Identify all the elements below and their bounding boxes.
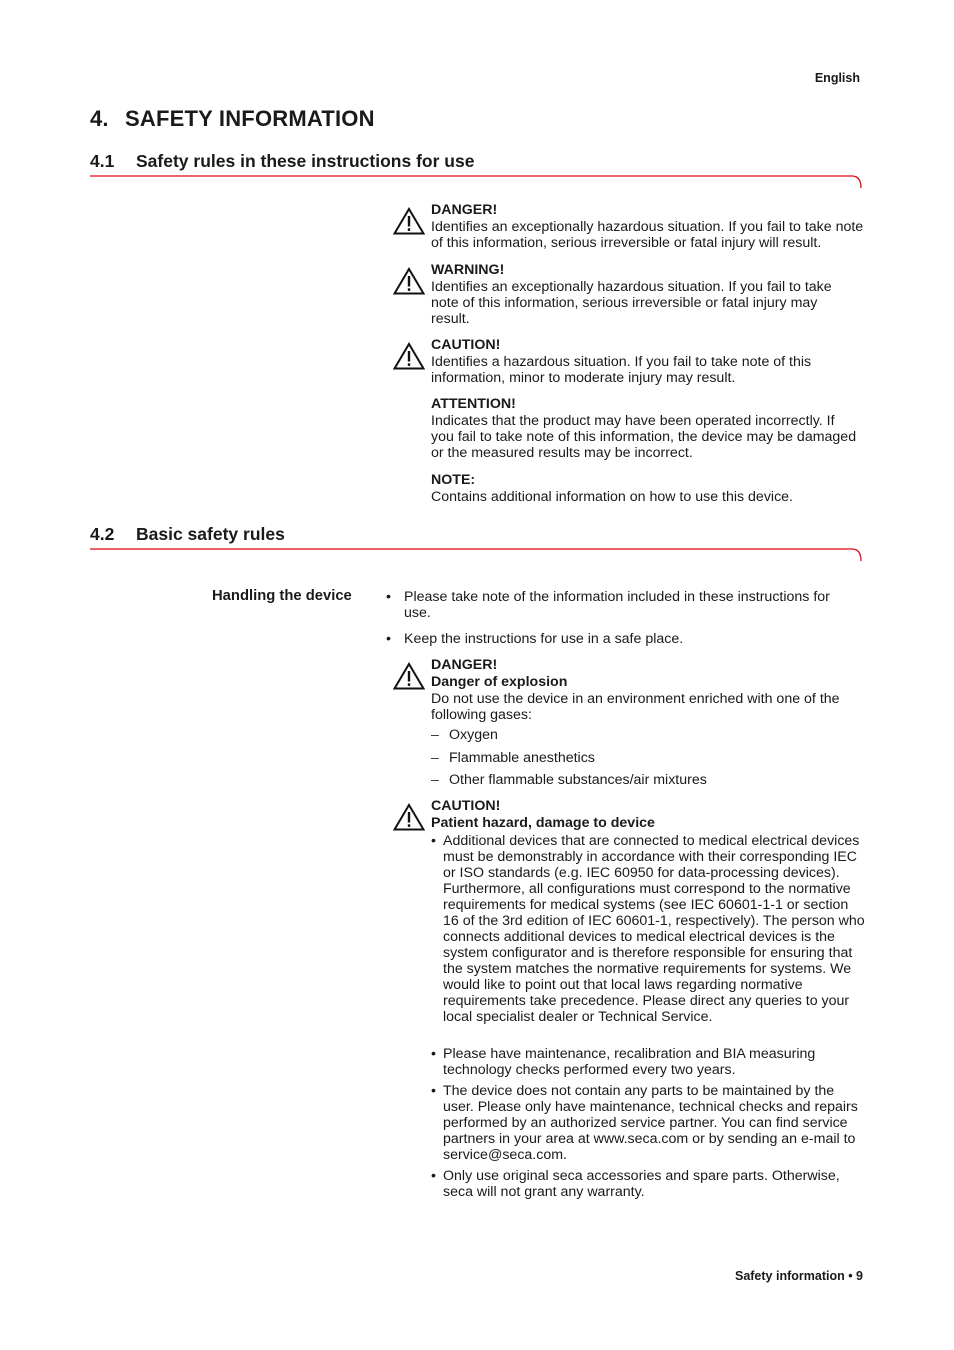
note-label: NOTE:: [431, 472, 476, 488]
attention-definition: [431, 396, 867, 461]
attention-label: ATTENTION!: [431, 396, 516, 412]
section-number: 4.1: [90, 151, 115, 171]
list-item: • The device does not contain any parts to be maintained by the user. Please only have maintenance, technical checks and repairs performed by an authorized service partner. You can find service partners in your area at www.seca.com or by sending an e-mail to service@seca.com.: [431, 1083, 858, 1163]
list-item: • Only use original seca accessories and spare parts. Otherwise, seca will not grant any warranty.: [431, 1168, 840, 1200]
title-text: SAFETY INFORMATION: [125, 106, 375, 131]
caution-definition: [431, 337, 867, 386]
danger-text: Identifies an exceptionally hazardous situation. If you fail to take note of this information, serious irreversible or fatal injury will result.: [431, 219, 864, 251]
warning-triangle-icon: [393, 662, 425, 690]
caution-label: CAUTION!: [431, 337, 501, 353]
list-item: • Keep the instructions for use in a safe place.: [386, 631, 684, 647]
list-item: • Additional devices that are connected to medical electrical devices must be demonstrably in accordance with their corresponding IEC or ISO standards (e.g. IEC 60950 for data-processing devices). Furthermore, all configurations must correspond to the normative requirements for medical systems (see IEC 60601-1-1 or section 16 of the 3rd edition of IEC 60601-1, respectively). The person who connects additional devices to medical electrical devices is the system configurator and is therefore responsible for ensuring that the system matches the normative requirements for systems. We would like to point out that local laws regarding normative requirements take precedence. Please direct any queries to your local specialist dealer or Technical Service.: [431, 833, 865, 1025]
danger-definition: [431, 202, 867, 251]
warning-triangle-icon: [393, 267, 425, 295]
side-label: Handling the device: [212, 588, 352, 604]
warning-definition: [431, 262, 867, 327]
warning-text: Identifies an exceptionally hazardous situation. If you fail to take note of this information, serious irreversible or fatal injury may result.: [431, 279, 832, 327]
note-definition: [431, 472, 867, 505]
patient-hazard-caution-block: [431, 798, 867, 831]
danger-label: DANGER!: [431, 202, 498, 218]
warning-label: WARNING!: [431, 262, 505, 278]
explosion-danger-block: [431, 657, 867, 723]
attention-text: Indicates that the product may have been operated incorrectly. If you fail to take note of this information, the device may be damaged or the measured results may be incorrect.: [431, 413, 857, 461]
caution-text: Identifies a hazardous situation. If you fail to take note of this information, minor to moderate injury may result.: [431, 354, 812, 386]
list-item: – Oxygen: [431, 727, 498, 743]
section-rule: [90, 175, 862, 189]
caution-subtitle: Patient hazard, damage to device: [431, 815, 655, 831]
section-rule: [90, 548, 862, 562]
section-title: Basic safety rules: [136, 524, 285, 544]
caution-label: CAUTION!: [431, 798, 501, 814]
title-number: 4.: [90, 106, 109, 131]
list-item: – Flammable anesthetics: [431, 750, 595, 766]
note-text: Contains additional information on how to use this device.: [431, 489, 793, 505]
section-heading-4-2: [90, 524, 285, 545]
warning-triangle-icon: [393, 342, 425, 370]
warning-triangle-icon: [393, 803, 425, 831]
section-heading-4-1: [90, 151, 474, 172]
page-footer: Safety information • 9: [734, 1269, 863, 1283]
danger-subtitle: Danger of explosion: [431, 674, 568, 690]
danger-text: Do not use the device in an environment enriched with one of the following gases:: [431, 691, 840, 723]
section-title: Safety rules in these instructions for use: [136, 151, 475, 171]
section-number: 4.2: [90, 524, 115, 544]
page-title: [90, 106, 375, 132]
danger-label: DANGER!: [431, 657, 498, 673]
language-label: English: [814, 71, 860, 85]
list-item: • Please have maintenance, recalibration and BIA measuring technology checks performed every two years.: [431, 1046, 816, 1078]
list-item: – Other flammable substances/air mixtures: [431, 772, 707, 788]
warning-triangle-icon: [393, 207, 425, 235]
list-item: • Please take note of the information included in these instructions for use.: [386, 589, 830, 621]
